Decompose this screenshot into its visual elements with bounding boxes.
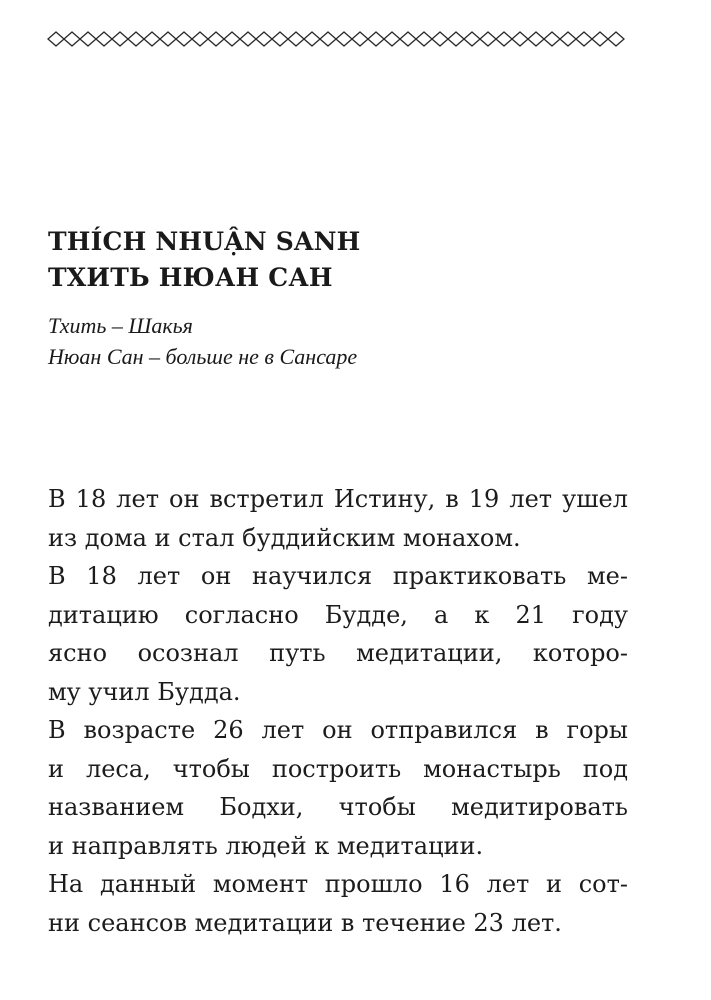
ornament-diamond xyxy=(464,32,480,46)
body-line: и леса, чтобы построить монастырь под xyxy=(48,754,628,783)
body-line: дитацию согласно Будде, а к 21 году xyxy=(48,600,628,629)
ornament-diamond xyxy=(480,32,496,46)
ornament-diamond xyxy=(64,32,80,46)
body-line: На данный момент прошло 16 лет и сот- xyxy=(48,870,628,898)
ornament-diamond xyxy=(224,32,240,46)
body-line: названием Бодхи, чтобы медитировать xyxy=(48,793,628,821)
ornament-diamond xyxy=(144,32,160,46)
ornament-diamond xyxy=(448,32,464,46)
heading-russian-name: ТХИТЬ НЮАН САН xyxy=(48,263,333,292)
ornament-diamond xyxy=(496,32,512,46)
ornament-diamond xyxy=(352,32,368,46)
ornament-diamond xyxy=(368,32,384,46)
body-line: ни сеансов медитации в течение 23 лет. xyxy=(48,908,562,937)
ornament-diamond xyxy=(272,32,288,46)
ornament-diamond xyxy=(512,32,528,46)
subtitle-line-1: Тхить – Шакья xyxy=(48,313,193,338)
ornament-diamond xyxy=(256,32,272,46)
ornament-diamond xyxy=(176,32,192,46)
ornament-diamond xyxy=(320,32,336,46)
page-heading xyxy=(48,224,361,296)
biography-paragraph xyxy=(48,480,628,942)
ornament-diamond xyxy=(432,32,448,46)
name-meaning xyxy=(48,310,357,372)
ornament-diamond xyxy=(592,32,608,46)
body-line: ясно осознал путь медитации, которо- xyxy=(48,639,628,667)
ornament-diamond xyxy=(160,32,176,46)
ornament-diamond xyxy=(128,32,144,46)
ornament-diamond xyxy=(208,32,224,46)
ornament-diamond xyxy=(336,32,352,46)
body-line: и направлять людей к медитации. xyxy=(48,831,484,860)
ornament-diamond xyxy=(608,32,624,46)
body-line: из дома и стал буддийским монахом. xyxy=(48,523,521,552)
ornament-diamond xyxy=(240,32,256,46)
ornament-diamond xyxy=(544,32,560,46)
ornament-diamond xyxy=(384,32,400,46)
heading-vietnamese-name: THÍCH NHUẬN SANH xyxy=(48,227,361,256)
subtitle-line-2: Нюан Сан – больше не в Сансаре xyxy=(48,344,358,369)
body-line: В 18 лет он научился практиковать ме- xyxy=(48,562,628,590)
ornament-diamond xyxy=(96,32,112,46)
ornament-diamond xyxy=(400,32,416,46)
ornament-diamond xyxy=(576,32,592,46)
decorative-border-ornament xyxy=(46,30,634,48)
ornament-diamond xyxy=(304,32,320,46)
body-line: В возрасте 26 лет он отправился в горы xyxy=(48,716,628,744)
ornament-diamond xyxy=(528,32,544,46)
ornament-diamond xyxy=(112,32,128,46)
ornament-diamond xyxy=(48,32,64,46)
ornament-diamond xyxy=(80,32,96,46)
ornament-diamond xyxy=(416,32,432,46)
ornament-diamond xyxy=(560,32,576,46)
ornament-diamond xyxy=(192,32,208,46)
body-line: В 18 лет он встретил Истину, в 19 лет ушел xyxy=(48,485,628,513)
ornament-diamond xyxy=(288,32,304,46)
body-line: му учил Будда. xyxy=(48,677,241,706)
